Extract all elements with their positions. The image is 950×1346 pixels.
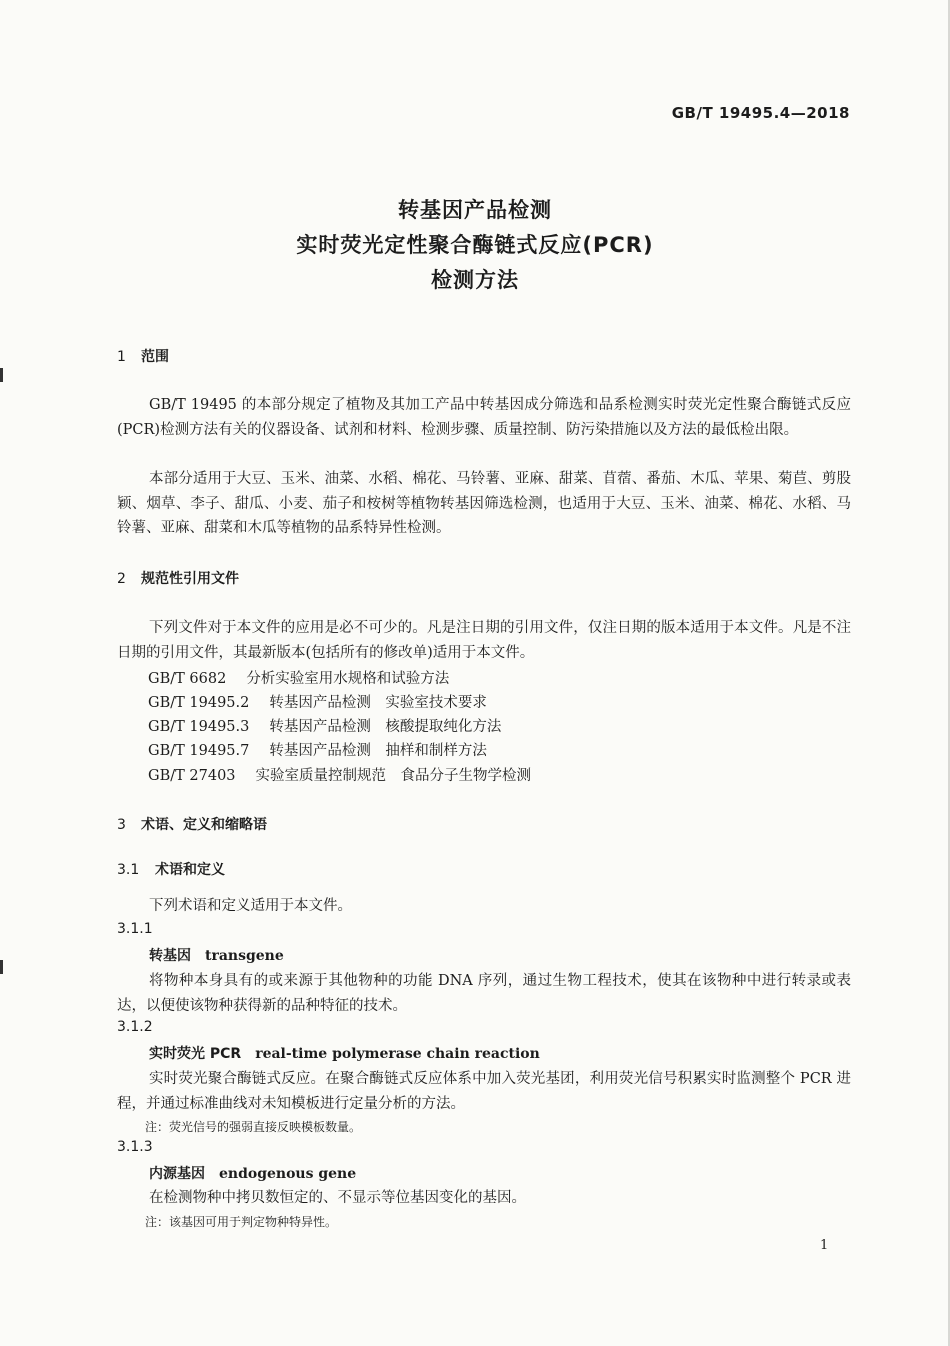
term-definition: 将物种本身具有的或来源于其他物种的功能 DNA 序列，通过生物工程技术，使其在该物种中进行转录或表达，以便使该物种获得新的品种特征的技术。 bbox=[117, 973, 851, 1014]
reference-code: GB/T 19495.7 bbox=[148, 743, 250, 759]
title-line-3: 检测方法 bbox=[431, 268, 519, 292]
standard-code: GB/T 19495.4—2018 bbox=[671, 104, 850, 122]
term-entry bbox=[149, 1163, 356, 1183]
reference-name: 转基因产品检测 核酸提取纯化方法 bbox=[269, 719, 502, 735]
reference-code: GB/T 27403 bbox=[148, 768, 236, 784]
reference-code: GB/T 19495.3 bbox=[148, 719, 250, 735]
term-note: 注：该基因可用于判定物种特异性。 bbox=[145, 1215, 338, 1229]
term-chinese: 转基因 bbox=[149, 948, 191, 964]
term-entry bbox=[149, 945, 284, 965]
reference-code: GB/T 6682 bbox=[148, 671, 227, 687]
section-title: 术语、定义和缩略语 bbox=[141, 817, 267, 833]
section-number: 2 bbox=[117, 571, 126, 587]
reference-item bbox=[148, 667, 449, 688]
section-title: 规范性引用文件 bbox=[141, 571, 239, 587]
subsection-3-1-heading bbox=[117, 859, 225, 879]
subsection-3-1-intro: 下列术语和定义适用于本文件。 bbox=[149, 898, 352, 914]
reference-item bbox=[148, 715, 501, 736]
page-number: 1 bbox=[820, 1238, 829, 1253]
scan-edge-mark bbox=[0, 368, 3, 382]
reference-name: 实验室质量控制规范 食品分子生物学检测 bbox=[255, 768, 532, 784]
clause-number: 3.1.2 bbox=[117, 1019, 153, 1035]
title-line-2: 实时荧光定性聚合酶链式反应(PCR) bbox=[296, 233, 654, 257]
reference-name: 转基因产品检测 实验室技术要求 bbox=[269, 695, 487, 711]
clause-number: 3.1.3 bbox=[117, 1139, 153, 1155]
section-number: 3 bbox=[117, 817, 126, 833]
clause-number: 3.1.1 bbox=[117, 921, 153, 937]
term-chinese: 实时荧光 PCR bbox=[149, 1046, 242, 1062]
reference-item bbox=[148, 764, 531, 785]
term-entry bbox=[149, 1043, 540, 1063]
section-title: 范围 bbox=[141, 349, 169, 365]
reference-name: 转基因产品检测 抽样和制样方法 bbox=[269, 743, 487, 759]
section-3-heading bbox=[117, 814, 267, 834]
reference-code: GB/T 19495.2 bbox=[148, 695, 250, 711]
term-note: 注：荧光信号的强弱直接反映模板数量。 bbox=[145, 1120, 362, 1134]
section-number: 1 bbox=[117, 349, 126, 365]
term-definition: 在检测物种中拷贝数恒定的、不显示等位基因变化的基因。 bbox=[149, 1190, 526, 1206]
reference-item bbox=[148, 691, 487, 712]
section-2-intro: 下列文件对于本文件的应用是必不可少的。凡是注日期的引用文件，仅注日期的版本适用于本文件。凡是不注日期的引用文件，其最新版本(包括所有的修改单)适用于本文件。 bbox=[117, 620, 851, 661]
term-definition: 实时荧光聚合酶链式反应。在聚合酶链式反应体系中加入荧光基团，利用荧光信号积累实时监测整个 PCR 进程，并通过标准曲线对未知模板进行定量分析的方法。 bbox=[117, 1071, 851, 1112]
subsection-number: 3.1 bbox=[117, 862, 140, 878]
term-chinese: 内源基因 bbox=[149, 1166, 205, 1182]
section-1-heading bbox=[117, 346, 169, 366]
subsection-title: 术语和定义 bbox=[155, 862, 225, 878]
term-english: endogenous gene bbox=[219, 1166, 357, 1182]
section-1-paragraph-2: 本部分适用于大豆、玉米、油菜、水稻、棉花、马铃薯、亚麻、甜菜、苜蓿、番茄、木瓜、苹果、菊苣、剪股颖、烟草、李子、甜瓜、小麦、茄子和桉树等植物转基因筛选检测，也适用于大豆、玉米、油菜、棉花、水稻、马铃薯、亚麻、甜菜和木瓜等植物的品系特异性检测。 bbox=[117, 471, 851, 536]
scan-edge-mark bbox=[0, 960, 3, 974]
reference-name: 分析实验室用水规格和试验方法 bbox=[246, 671, 450, 687]
section-2-heading bbox=[117, 568, 239, 588]
section-1-paragraph-1: GB/T 19495 的本部分规定了植物及其加工产品中转基因成分筛选和品系检测实时荧光定性聚合酶链式反应(PCR)检测方法有关的仪器设备、试剂和材料、检测步骤、质量控制、防污染措施以及方法的最低检出限。 bbox=[117, 397, 851, 438]
reference-item bbox=[148, 739, 487, 760]
term-english: transgene bbox=[205, 948, 284, 964]
title-line-1: 转基因产品检测 bbox=[398, 198, 552, 222]
term-english: real-time polymerase chain reaction bbox=[255, 1046, 540, 1062]
